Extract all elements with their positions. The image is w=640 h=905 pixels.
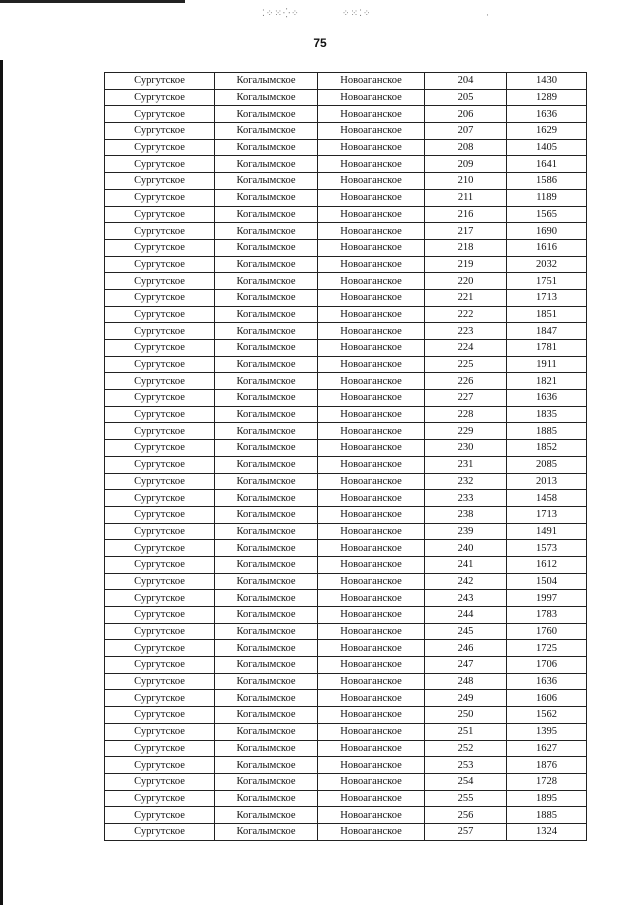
table-cell-field: Сургутское <box>105 189 215 206</box>
table-row <box>105 89 587 106</box>
table-row <box>105 540 587 557</box>
table-cell-license-area: Новоаганское <box>318 373 425 390</box>
table-row <box>105 223 587 240</box>
table-cell-depth: 1565 <box>507 206 587 223</box>
scan-artifact: · <box>486 10 490 20</box>
table-cell-district: Когалымское <box>215 173 318 190</box>
table-cell-district: Когалымское <box>215 440 318 457</box>
table-cell-well-number: 255 <box>425 790 507 807</box>
table-row <box>105 707 587 724</box>
table-row <box>105 456 587 473</box>
table-cell-district: Когалымское <box>215 673 318 690</box>
table-row <box>105 440 587 457</box>
table-cell-depth: 1852 <box>507 440 587 457</box>
top-border-rule <box>0 0 185 3</box>
table-cell-district: Когалымское <box>215 506 318 523</box>
table-cell-district: Когалымское <box>215 423 318 440</box>
table-cell-license-area: Новоаганское <box>318 757 425 774</box>
table-cell-well-number: 206 <box>425 106 507 123</box>
table-row <box>105 807 587 824</box>
table-cell-well-number: 209 <box>425 156 507 173</box>
table-cell-field: Сургутское <box>105 773 215 790</box>
table-row <box>105 640 587 657</box>
table-cell-depth: 1911 <box>507 356 587 373</box>
table-cell-well-number: 240 <box>425 540 507 557</box>
table-cell-district: Когалымское <box>215 306 318 323</box>
table-body <box>105 73 587 841</box>
table-cell-district: Когалымское <box>215 89 318 106</box>
table-row <box>105 590 587 607</box>
table-cell-district: Когалымское <box>215 273 318 290</box>
table-cell-depth: 1835 <box>507 406 587 423</box>
table-cell-well-number: 251 <box>425 723 507 740</box>
table-row <box>105 490 587 507</box>
table-row <box>105 657 587 674</box>
table-row <box>105 356 587 373</box>
table-cell-well-number: 227 <box>425 390 507 407</box>
table-cell-district: Когалымское <box>215 707 318 724</box>
table-cell-field: Сургутское <box>105 523 215 540</box>
table-cell-well-number: 247 <box>425 657 507 674</box>
table-cell-license-area: Новоаганское <box>318 390 425 407</box>
table-cell-well-number: 232 <box>425 473 507 490</box>
table-cell-well-number: 222 <box>425 306 507 323</box>
table-cell-license-area: Новоаганское <box>318 123 425 140</box>
table-cell-license-area: Новоаганское <box>318 289 425 306</box>
table-cell-license-area: Новоаганское <box>318 239 425 256</box>
table-cell-district: Когалымское <box>215 189 318 206</box>
table-cell-field: Сургутское <box>105 106 215 123</box>
table-cell-depth: 1430 <box>507 73 587 90</box>
table-cell-well-number: 245 <box>425 623 507 640</box>
table-cell-field: Сургутское <box>105 473 215 490</box>
table-cell-license-area: Новоаганское <box>318 173 425 190</box>
table-row <box>105 690 587 707</box>
table-row <box>105 306 587 323</box>
table-cell-license-area: Новоаганское <box>318 189 425 206</box>
page-number: 75 <box>313 36 327 50</box>
table-cell-field: Сургутское <box>105 556 215 573</box>
table-cell-field: Сургутское <box>105 406 215 423</box>
table-row <box>105 723 587 740</box>
scan-edge-bar <box>0 60 3 905</box>
table-cell-depth: 1783 <box>507 607 587 624</box>
table-cell-field: Сургутское <box>105 340 215 357</box>
table-cell-well-number: 248 <box>425 673 507 690</box>
table-cell-district: Когалымское <box>215 456 318 473</box>
table-cell-well-number: 226 <box>425 373 507 390</box>
table-row <box>105 607 587 624</box>
table-cell-field: Сургутское <box>105 707 215 724</box>
table-cell-depth: 1324 <box>507 823 587 840</box>
table-cell-depth: 1491 <box>507 523 587 540</box>
table-cell-license-area: Новоаганское <box>318 423 425 440</box>
table-cell-license-area: Новоаганское <box>318 256 425 273</box>
table-cell-well-number: 242 <box>425 573 507 590</box>
table-cell-license-area: Новоаганское <box>318 323 425 340</box>
table-cell-well-number: 252 <box>425 740 507 757</box>
table-cell-well-number: 246 <box>425 640 507 657</box>
table-cell-well-number: 231 <box>425 456 507 473</box>
table-cell-field: Сургутское <box>105 323 215 340</box>
table-cell-license-area: Новоаганское <box>318 506 425 523</box>
table-cell-well-number: 241 <box>425 556 507 573</box>
table-cell-license-area: Новоаганское <box>318 540 425 557</box>
scan-artifact: ⁚⁘⁙⁛⁘ <box>262 8 300 18</box>
table-cell-field: Сургутское <box>105 456 215 473</box>
table-cell-depth: 1636 <box>507 673 587 690</box>
table-cell-license-area: Новоаганское <box>318 273 425 290</box>
table-cell-district: Когалымское <box>215 156 318 173</box>
table-cell-license-area: Новоаганское <box>318 473 425 490</box>
table-row <box>105 823 587 840</box>
table-cell-license-area: Новоаганское <box>318 406 425 423</box>
table-cell-license-area: Новоаганское <box>318 139 425 156</box>
table-cell-depth: 1751 <box>507 273 587 290</box>
table-cell-field: Сургутское <box>105 356 215 373</box>
table-cell-field: Сургутское <box>105 623 215 640</box>
table-cell-district: Когалымское <box>215 239 318 256</box>
table-cell-field: Сургутское <box>105 306 215 323</box>
table-cell-license-area: Новоаганское <box>318 740 425 757</box>
table-cell-depth: 1851 <box>507 306 587 323</box>
table-cell-well-number: 224 <box>425 340 507 357</box>
table-cell-depth: 1629 <box>507 123 587 140</box>
table-cell-field: Сургутское <box>105 423 215 440</box>
table-row <box>105 623 587 640</box>
table-cell-well-number: 208 <box>425 139 507 156</box>
table-cell-well-number: 249 <box>425 690 507 707</box>
table-cell-district: Когалымское <box>215 623 318 640</box>
table-cell-district: Когалымское <box>215 640 318 657</box>
table-cell-district: Когалымское <box>215 523 318 540</box>
table-row <box>105 373 587 390</box>
table-cell-depth: 2085 <box>507 456 587 473</box>
table-cell-depth: 2032 <box>507 256 587 273</box>
table-cell-district: Когалымское <box>215 256 318 273</box>
table-cell-depth: 1504 <box>507 573 587 590</box>
table-cell-district: Когалымское <box>215 590 318 607</box>
table-cell-depth: 1289 <box>507 89 587 106</box>
table-cell-field: Сургутское <box>105 790 215 807</box>
table-cell-field: Сургутское <box>105 640 215 657</box>
table-cell-field: Сургутское <box>105 673 215 690</box>
table-cell-field: Сургутское <box>105 607 215 624</box>
table-cell-depth: 1641 <box>507 156 587 173</box>
table-row <box>105 390 587 407</box>
table-cell-depth: 1713 <box>507 506 587 523</box>
table-cell-depth: 1713 <box>507 289 587 306</box>
table-cell-well-number: 257 <box>425 823 507 840</box>
table-cell-license-area: Новоаганское <box>318 356 425 373</box>
table-cell-field: Сургутское <box>105 390 215 407</box>
table-row <box>105 757 587 774</box>
table-cell-well-number: 233 <box>425 490 507 507</box>
table-row <box>105 156 587 173</box>
table-cell-district: Когалымское <box>215 206 318 223</box>
table-cell-well-number: 229 <box>425 423 507 440</box>
table-cell-well-number: 204 <box>425 73 507 90</box>
table-row <box>105 106 587 123</box>
table-row <box>105 423 587 440</box>
table-row <box>105 773 587 790</box>
table-cell-district: Когалымское <box>215 690 318 707</box>
table-cell-depth: 1847 <box>507 323 587 340</box>
table-cell-license-area: Новоаганское <box>318 523 425 540</box>
table-cell-district: Когалымское <box>215 740 318 757</box>
table-cell-district: Когалымское <box>215 340 318 357</box>
table-row <box>105 740 587 757</box>
table-cell-well-number: 220 <box>425 273 507 290</box>
table-row <box>105 673 587 690</box>
table-cell-license-area: Новоаганское <box>318 623 425 640</box>
table-cell-district: Когалымское <box>215 123 318 140</box>
table-cell-district: Когалымское <box>215 556 318 573</box>
table-cell-depth: 1405 <box>507 139 587 156</box>
table-cell-license-area: Новоаганское <box>318 690 425 707</box>
table-cell-license-area: Новоаганское <box>318 490 425 507</box>
table-cell-well-number: 219 <box>425 256 507 273</box>
table-cell-field: Сургутское <box>105 823 215 840</box>
table-cell-well-number: 216 <box>425 206 507 223</box>
table-row <box>105 73 587 90</box>
table-cell-license-area: Новоаганское <box>318 657 425 674</box>
table-row <box>105 573 587 590</box>
table-cell-district: Когалымское <box>215 823 318 840</box>
table-cell-field: Сургутское <box>105 690 215 707</box>
table-cell-district: Когалымское <box>215 356 318 373</box>
table-cell-depth: 1636 <box>507 390 587 407</box>
table-cell-well-number: 256 <box>425 807 507 824</box>
table-cell-well-number: 254 <box>425 773 507 790</box>
table-row <box>105 523 587 540</box>
table-cell-depth: 1895 <box>507 790 587 807</box>
table-row <box>105 340 587 357</box>
table-cell-depth: 1562 <box>507 707 587 724</box>
table-cell-well-number: 250 <box>425 707 507 724</box>
table-cell-field: Сургутское <box>105 440 215 457</box>
table-cell-field: Сургутское <box>105 657 215 674</box>
table-cell-field: Сургутское <box>105 223 215 240</box>
table-cell-field: Сургутское <box>105 273 215 290</box>
table-cell-license-area: Новоаганское <box>318 723 425 740</box>
table-cell-depth: 1728 <box>507 773 587 790</box>
table-cell-license-area: Новоаганское <box>318 340 425 357</box>
table-row <box>105 289 587 306</box>
table-cell-depth: 1690 <box>507 223 587 240</box>
table-cell-license-area: Новоаганское <box>318 573 425 590</box>
table-cell-district: Когалымское <box>215 790 318 807</box>
table-cell-district: Когалымское <box>215 139 318 156</box>
table-cell-license-area: Новоаганское <box>318 607 425 624</box>
table-cell-well-number: 223 <box>425 323 507 340</box>
table-cell-field: Сургутское <box>105 123 215 140</box>
table-cell-well-number: 217 <box>425 223 507 240</box>
table-cell-field: Сургутское <box>105 373 215 390</box>
table-cell-district: Когалымское <box>215 807 318 824</box>
table-cell-depth: 1781 <box>507 340 587 357</box>
table-cell-license-area: Новоаганское <box>318 807 425 824</box>
table-cell-district: Когалымское <box>215 473 318 490</box>
table-row <box>105 123 587 140</box>
table-cell-license-area: Новоаганское <box>318 773 425 790</box>
table-row <box>105 790 587 807</box>
table-cell-field: Сургутское <box>105 289 215 306</box>
table-cell-license-area: Новоаганское <box>318 89 425 106</box>
table-cell-license-area: Новоаганское <box>318 456 425 473</box>
table-cell-depth: 1586 <box>507 173 587 190</box>
table-cell-well-number: 238 <box>425 506 507 523</box>
table-cell-field: Сургутское <box>105 173 215 190</box>
table-cell-well-number: 221 <box>425 289 507 306</box>
table-cell-well-number: 218 <box>425 239 507 256</box>
table-cell-district: Когалымское <box>215 73 318 90</box>
table-cell-well-number: 230 <box>425 440 507 457</box>
table-cell-field: Сургутское <box>105 723 215 740</box>
table-cell-field: Сургутское <box>105 807 215 824</box>
table-cell-field: Сургутское <box>105 156 215 173</box>
table-cell-field: Сургутское <box>105 740 215 757</box>
table-cell-district: Когалымское <box>215 490 318 507</box>
table-cell-license-area: Новоаганское <box>318 223 425 240</box>
table-cell-field: Сургутское <box>105 239 215 256</box>
table-cell-district: Когалымское <box>215 607 318 624</box>
table-cell-license-area: Новоаганское <box>318 440 425 457</box>
table-cell-field: Сургутское <box>105 540 215 557</box>
table-cell-depth: 1636 <box>507 106 587 123</box>
table-cell-depth: 1627 <box>507 740 587 757</box>
table-cell-district: Когалымское <box>215 223 318 240</box>
table-cell-field: Сургутское <box>105 139 215 156</box>
table-cell-field: Сургутское <box>105 490 215 507</box>
table-cell-depth: 1706 <box>507 657 587 674</box>
table-cell-license-area: Новоаганское <box>318 106 425 123</box>
table-cell-well-number: 228 <box>425 406 507 423</box>
table-cell-well-number: 225 <box>425 356 507 373</box>
table-cell-depth: 1395 <box>507 723 587 740</box>
table-cell-depth: 2013 <box>507 473 587 490</box>
table-cell-well-number: 207 <box>425 123 507 140</box>
table-cell-district: Когалымское <box>215 723 318 740</box>
table-cell-well-number: 253 <box>425 757 507 774</box>
scan-artifact: ⁘⁙⁚⁘ <box>342 8 372 18</box>
table-cell-district: Когалымское <box>215 757 318 774</box>
table-cell-depth: 1821 <box>507 373 587 390</box>
table-cell-district: Когалымское <box>215 106 318 123</box>
table-cell-depth: 1885 <box>507 423 587 440</box>
table-cell-depth: 1616 <box>507 239 587 256</box>
table-cell-field: Сургутское <box>105 590 215 607</box>
table-cell-district: Когалымское <box>215 540 318 557</box>
table-cell-district: Когалымское <box>215 323 318 340</box>
table-row <box>105 139 587 156</box>
table-cell-field: Сургутское <box>105 757 215 774</box>
table-cell-license-area: Новоаганское <box>318 156 425 173</box>
table-cell-field: Сургутское <box>105 206 215 223</box>
table-row <box>105 323 587 340</box>
table-cell-well-number: 244 <box>425 607 507 624</box>
table-cell-district: Когалымское <box>215 390 318 407</box>
table-cell-license-area: Новоаганское <box>318 73 425 90</box>
table-cell-license-area: Новоаганское <box>318 590 425 607</box>
table-cell-field: Сургутское <box>105 506 215 523</box>
table-cell-license-area: Новоаганское <box>318 673 425 690</box>
table-cell-depth: 1458 <box>507 490 587 507</box>
table-row <box>105 206 587 223</box>
table-cell-license-area: Новоаганское <box>318 707 425 724</box>
table-cell-depth: 1606 <box>507 690 587 707</box>
table-row <box>105 189 587 206</box>
wells-table <box>104 72 587 841</box>
table-cell-depth: 1189 <box>507 189 587 206</box>
table-cell-license-area: Новоаганское <box>318 640 425 657</box>
table-cell-field: Сургутское <box>105 89 215 106</box>
table-cell-depth: 1725 <box>507 640 587 657</box>
table-cell-depth: 1885 <box>507 807 587 824</box>
table-row <box>105 239 587 256</box>
table-cell-well-number: 211 <box>425 189 507 206</box>
table-row <box>105 473 587 490</box>
table-cell-district: Когалымское <box>215 289 318 306</box>
table-cell-license-area: Новоаганское <box>318 790 425 807</box>
table-cell-depth: 1876 <box>507 757 587 774</box>
table-cell-district: Когалымское <box>215 573 318 590</box>
table-cell-well-number: 243 <box>425 590 507 607</box>
table-row <box>105 556 587 573</box>
table-cell-district: Когалымское <box>215 773 318 790</box>
table-cell-well-number: 239 <box>425 523 507 540</box>
table-cell-depth: 1997 <box>507 590 587 607</box>
table-cell-license-area: Новоаганское <box>318 823 425 840</box>
table-row <box>105 256 587 273</box>
table-cell-district: Когалымское <box>215 657 318 674</box>
table-cell-field: Сургутское <box>105 256 215 273</box>
table-row <box>105 173 587 190</box>
table-cell-field: Сургутское <box>105 73 215 90</box>
table-row <box>105 506 587 523</box>
table-cell-well-number: 210 <box>425 173 507 190</box>
table-cell-depth: 1612 <box>507 556 587 573</box>
table-cell-license-area: Новоаганское <box>318 556 425 573</box>
table-row <box>105 406 587 423</box>
table-row <box>105 273 587 290</box>
table-cell-well-number: 205 <box>425 89 507 106</box>
table-cell-depth: 1573 <box>507 540 587 557</box>
table-cell-license-area: Новоаганское <box>318 206 425 223</box>
table-cell-district: Когалымское <box>215 373 318 390</box>
table-cell-depth: 1760 <box>507 623 587 640</box>
table-cell-license-area: Новоаганское <box>318 306 425 323</box>
table-cell-district: Когалымское <box>215 406 318 423</box>
table-cell-field: Сургутское <box>105 573 215 590</box>
